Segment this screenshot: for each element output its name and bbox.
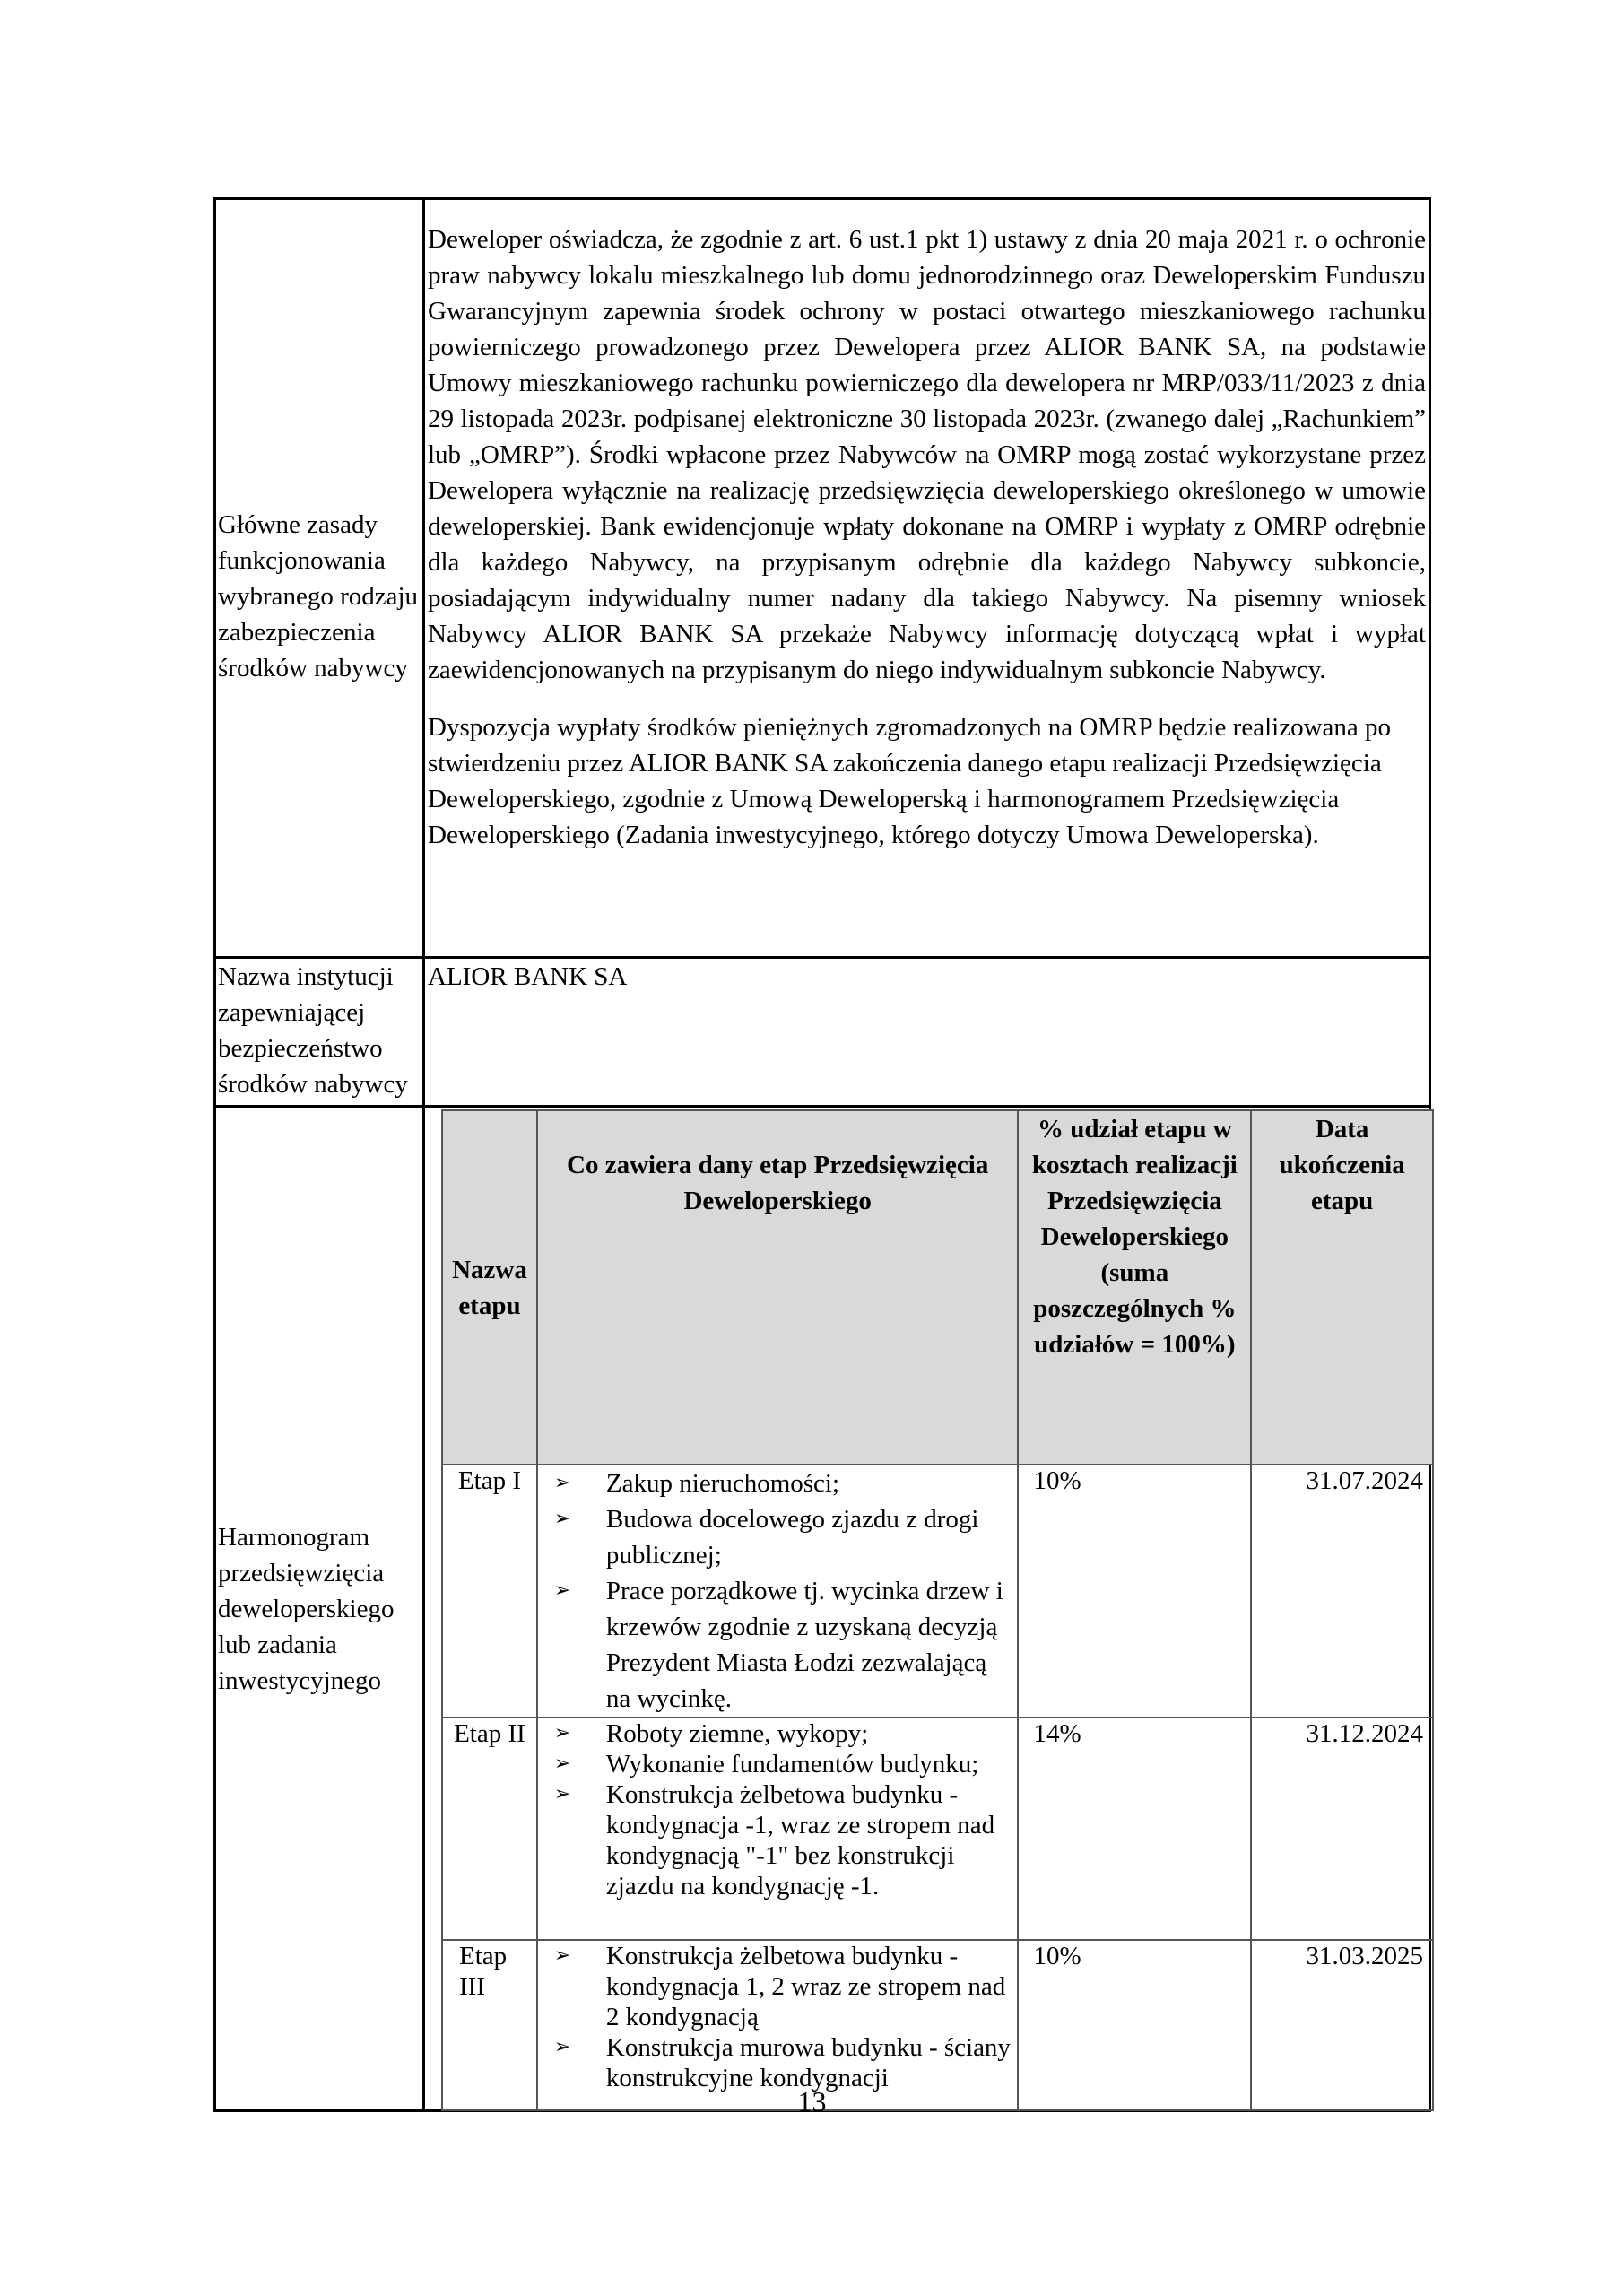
- security-principles-content: [425, 200, 1429, 956]
- list-item: ➢ Konstrukcja murowa budynku - ściany konstrukcyjne kondygnacji: [542, 2032, 1014, 2093]
- info-table: [213, 197, 1431, 2112]
- list-item: ➢ Zakup nieruchomości;: [542, 1465, 1014, 1501]
- institution-label: Nazwa instytucji zapewniającej bezpieczeństwo środków nabywcy: [216, 959, 425, 1105]
- stage-share: 14%: [1018, 1718, 1251, 1940]
- table-row: [442, 1465, 1433, 1718]
- stage-date: 31.12.2024: [1251, 1718, 1433, 1940]
- header-stage-name: Nazwa etapu: [442, 1110, 537, 1465]
- institution-row: [216, 959, 1429, 1108]
- security-principles-row: [216, 200, 1429, 959]
- header-stage-contents: Co zawiera dany etap Przedsięwzięcia Deweloperskiego: [537, 1110, 1019, 1465]
- stage-name: Etap III: [442, 1940, 537, 2110]
- stage-date: 31.07.2024: [1251, 1465, 1433, 1718]
- schedule-row: [216, 1108, 1429, 2109]
- page-number: 13: [797, 2085, 827, 2118]
- header-completion-date: Data ukończenia etapu: [1251, 1110, 1433, 1465]
- schedule-table: [441, 1109, 1434, 2111]
- table-row: [442, 1718, 1433, 1940]
- list-item: ➢ Prace porządkowe tj. wycinka drzew i krzewów zgodnie z uzyskaną decyzją Prezydent Miasta Łodzi zezwalającą na wycinkę.: [542, 1573, 1014, 1717]
- schedule-label: Harmonogram przedsięwzięcia deweloperskiego lub zadania inwestycyjnego: [216, 1108, 425, 2109]
- stage-contents: [537, 1465, 1019, 1718]
- list-item: ➢ Budowa docelowego zjazdu z drogi publicznej;: [542, 1501, 1014, 1573]
- institution-value: ALIOR BANK SA: [428, 962, 628, 991]
- stage-share: 10%: [1018, 1940, 1251, 2110]
- stage-name: Etap II: [442, 1718, 537, 1940]
- header-stage-share: % udział etapu w kosztach realizacji Przedsięwzięcia Deweloperskiego (suma poszczególnych % udziałów = 100%): [1018, 1110, 1251, 1465]
- stage-name: Etap I: [442, 1465, 537, 1718]
- security-principles-paragraph-1: Deweloper oświadcza, że zgodnie z art. 6 ust.1 pkt 1) ustawy z dnia 20 maja 2021 r. o ochronie praw nabywcy lokalu mieszkalnego lub domu jednorodzinnego oraz Deweloperskim Funduszu Gwarancyjnym zapewnia środek ochrony w postaci otwartego mieszkaniowego rachunku powierniczego prowadzonego przez Dewelopera przez ALIOR BANK SA, na podstawie Umowy mieszkaniowego rachunku powierniczego dla dewelopera nr MRP/033/11/2023 z dnia 29 listopada 2023r. podpisanej elektroniczne 30 listopada 2023r. (zwanego dalej „Rachunkiem” lub „OMRP”). Środki wpłacone przez Nabywców na OMRP mogą zostać wykorzystane przez Dewelopera wyłącznie na realizację przedsięwzięcia deweloperskiego określonego w umowie deweloperskiej. Bank ewidencjonuje wpłaty dokonane na OMRP i wypłaty z OMRP odrębnie dla każdego Nabywcy, na przypisanym odrębnie dla każdego Nabywcy subkoncie, posiadającym indywidualny numer nadany dla takiego Nabywcy. Na pisemny wniosek Nabywcy ALIOR BANK SA przekaże Nabywcy informację dotyczącą wpłat i wypłat zaewidencjonowanych na przypisanym do niego indywidualnym subkoncie Nabywcy.: [428, 225, 1426, 684]
- schedule-header-row: [442, 1110, 1433, 1465]
- schedule-content: [425, 1108, 1434, 2109]
- security-principles-label: Główne zasady funkcjonowania wybranego rodzaju zabezpieczenia środków nabywcy: [216, 200, 425, 956]
- list-item: ➢ Roboty ziemne, wykopy;: [542, 1718, 1014, 1749]
- security-principles-paragraph-2: Dyspozycja wypłaty środków pieniężnych zgromadzonych na OMRP będzie realizowana po stwierdzeniu przez ALIOR BANK SA zakończenia danego etapu realizacji Przedsięwzięcia Deweloperskiego, zgodnie z Umową Deweloperską i harmonogramem Przedsięwzięcia Deweloperskiego (Zadania inwestycyjnego, którego dotyczy Umowa Deweloperska).: [428, 713, 1392, 849]
- stage-share: 10%: [1018, 1465, 1251, 1718]
- stage-contents: [537, 1718, 1019, 1940]
- list-item: ➢ Konstrukcja żelbetowa budynku - kondygnacja 1, 2 wraz ze stropem nad 2 kondygnacją: [542, 1941, 1014, 2032]
- list-item: ➢ Wykonanie fundamentów budynku;: [542, 1749, 1014, 1779]
- stage-date: 31.03.2025: [1251, 1940, 1433, 2110]
- list-item: ➢ Konstrukcja żelbetowa budynku - kondygnacja -1, wraz ze stropem nad kondygnacją "-1" bez konstrukcji zjazdu na kondygnację -1.: [542, 1779, 1014, 1901]
